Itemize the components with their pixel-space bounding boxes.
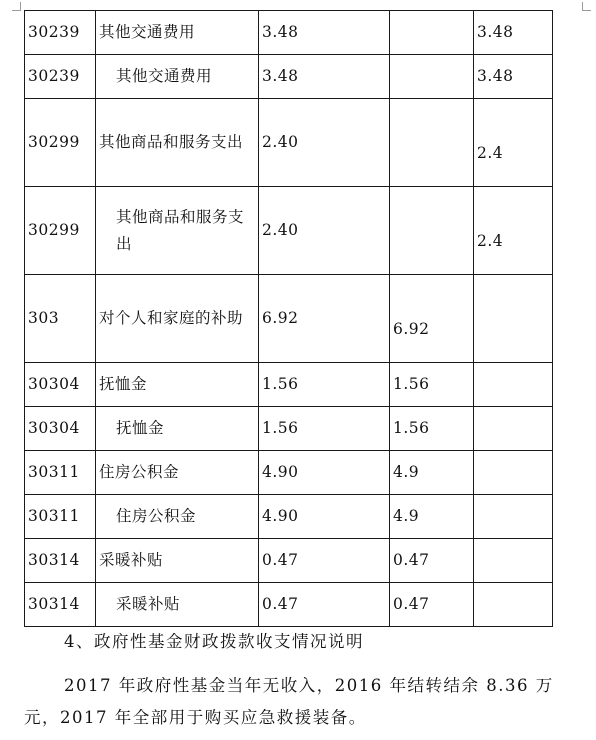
account-code-cell: 303 [25,275,96,363]
project-amount-cell [474,451,553,495]
table-row [25,451,553,495]
account-code-cell: 30311 [25,451,96,495]
basic-amount-cell [390,11,474,55]
project-amount-cell [474,495,553,539]
table-row [25,11,553,55]
project-amount-cell [474,275,553,363]
expenditure-table [24,10,553,627]
account-code-cell: 30314 [25,583,96,627]
basic-amount-cell: 1.56 [390,407,474,451]
total-amount-cell: 2.40 [259,187,390,275]
account-code-cell: 30299 [25,99,96,187]
total-amount-cell: 0.47 [259,583,390,627]
project-amount-cell [474,583,553,627]
page-corner-mark-right [582,2,591,11]
basic-amount-cell: 1.56 [390,363,474,407]
project-amount-cell: 3.48 [474,55,553,99]
account-code-cell: 30304 [25,407,96,451]
project-amount-cell [474,99,553,187]
section-heading: 4、政府性基金财政拨款收支情况说明 [64,632,364,651]
project-amount-cell [474,363,553,407]
basic-amount-cell [390,55,474,99]
basic-amount-cell [390,99,474,187]
total-amount-cell: 1.56 [259,407,390,451]
account-name-cell: 对个人和家庭的补助 [96,275,259,363]
total-amount-cell: 3.48 [259,55,390,99]
project-amount-value: 2.4 [477,232,504,250]
basic-amount-cell: 0.47 [390,539,474,583]
table-row [25,363,553,407]
table-row [25,583,553,627]
basic-amount-value: 6.92 [393,320,430,338]
table-row [25,407,553,451]
account-name-cell: 住房公积金 [96,495,259,539]
account-code-cell: 30239 [25,55,96,99]
total-amount-cell: 0.47 [259,539,390,583]
account-name-cell: 抚恤金 [96,363,259,407]
account-name-cell: 采暖补贴 [96,583,259,627]
account-name-cell: 抚恤金 [96,407,259,451]
total-amount-cell: 1.56 [259,363,390,407]
account-code-cell: 30304 [25,363,96,407]
total-amount-cell: 4.90 [259,495,390,539]
account-code-cell: 30239 [25,11,96,55]
total-amount-cell: 2.40 [259,99,390,187]
account-code-cell: 30299 [25,187,96,275]
basic-amount-cell [390,187,474,275]
project-amount-cell [474,187,553,275]
account-name-cell: 其他商品和服务支出 [96,99,259,187]
total-amount-cell: 3.48 [259,11,390,55]
project-amount-cell [474,539,553,583]
table-row [25,187,553,275]
account-code-cell: 30314 [25,539,96,583]
account-name-cell: 其他商品和服务支出 [96,187,259,275]
account-name-cell: 其他交通费用 [96,55,259,99]
total-amount-cell: 6.92 [259,275,390,363]
project-amount-cell [474,407,553,451]
table-row [25,55,553,99]
account-name-cell: 住房公积金 [96,451,259,495]
table-row [25,275,553,363]
table-row [25,539,553,583]
project-amount-cell: 3.48 [474,11,553,55]
basic-amount-cell [390,275,474,363]
basic-amount-cell: 4.9 [390,495,474,539]
account-name-cell: 其他交通费用 [96,11,259,55]
project-amount-value: 2.4 [477,144,504,162]
total-amount-cell: 4.90 [259,451,390,495]
page-corner-mark-left [12,2,21,11]
account-name-cell: 采暖补贴 [96,539,259,583]
table-row [25,99,553,187]
basic-amount-cell: 4.9 [390,451,474,495]
table-row [25,495,553,539]
basic-amount-cell: 0.47 [390,583,474,627]
section-body-paragraph: 2017 年政府性基金当年无收入，2016 年结转结余 8.36 万元，2017 年全部用于购买应急救援装备。 [24,676,554,727]
account-code-cell: 30311 [25,495,96,539]
